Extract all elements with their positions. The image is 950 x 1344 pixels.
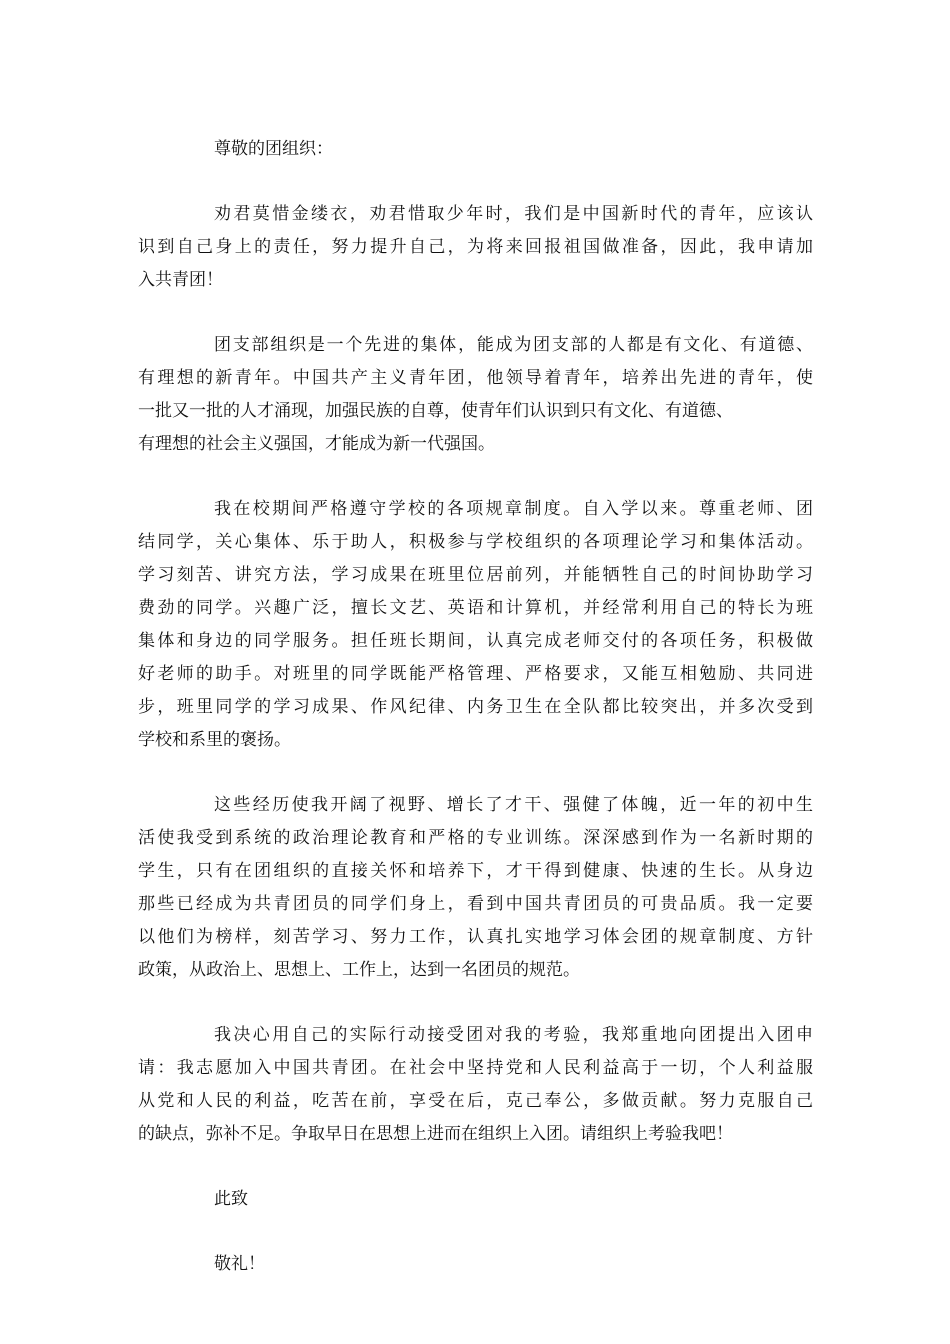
paragraph-gap — [138, 297, 813, 329]
paragraph-line: 学习刻苦、讲究方法，学习成果在班里位居前列，并能牺牲自己的时间协助学习 — [138, 565, 813, 585]
paragraph-line: 以他们为榜样，刻苦学习、努力工作，认真扎实地学习体会团的规章制度、方针 — [138, 927, 813, 947]
paragraph-4 — [138, 789, 813, 987]
paragraph-line: 那些已经成为共青团员的同学们身上，看到中国共青团员的可贵品质。我一定要 — [138, 894, 813, 914]
paragraph-5 — [138, 1019, 813, 1151]
paragraph-line: 好老师的助手。对班里的同学既能严格管理、严格要求，又能互相勉励、共同进 — [138, 664, 813, 684]
paragraph-line: 我在校期间严格遵守学校的各项规章制度。自入学以来。尊重老师、团 — [214, 499, 813, 519]
paragraph-line: 活使我受到系统的政治理论教育和严格的专业训练。深深感到作为一名新时期的 — [138, 828, 813, 848]
paragraph-3 — [138, 493, 813, 757]
paragraph-line: 从党和人民的利益，吃苦在前，享受在后，克己奉公，多做贡献。努力克服自己 — [138, 1091, 813, 1111]
paragraph-line: 学生，只有在团组织的直接关怀和培养下，才干得到健康、快速的生长。从身边 — [138, 861, 813, 881]
paragraph-2 — [138, 329, 813, 461]
paragraph-line: 识到自己身上的责任，努力提升自己，为将来回报祖国做准备，因此，我申请加 — [138, 237, 813, 257]
paragraph-line: 集体和身边的同学服务。担任班长期间，认真完成老师交付的各项任务，积极做 — [138, 631, 813, 651]
paragraph-gap — [138, 757, 813, 789]
regards: 敬礼！ — [214, 1254, 265, 1274]
paragraph-1 — [138, 198, 813, 297]
paragraph-line: 请：我志愿加入中国共青团。在社会中坚持党和人民利益高于一切，个人利益服 — [138, 1058, 813, 1078]
paragraph-gap — [138, 166, 813, 198]
paragraph-line: 政策，从政治上、思想上、工作上，达到一名团员的规范。 — [138, 960, 580, 980]
salutation: 尊敬的团组织： — [214, 139, 333, 159]
paragraph-gap — [138, 987, 813, 1019]
paragraph-line: 团支部组织是一个先进的集体，能成为团支部的人都是有文化、有道德、 — [214, 335, 813, 355]
paragraph-line: 劝君莫惜金缕衣，劝君惜取少年时，我们是中国新时代的青年，应该认 — [214, 204, 813, 224]
paragraph-line: 学校和系里的褒扬。 — [138, 730, 291, 750]
paragraph-gap — [138, 461, 813, 493]
paragraph-line: 一批又一批的人才涌现，加强民族的自尊，使青年们认识到只有文化、有道德、 — [138, 401, 733, 421]
paragraph-line: 步，班里同学的学习成果、作风纪律、内务卫生在全队都比较突出，并多次受到 — [138, 697, 813, 717]
paragraph-gap — [138, 1151, 813, 1183]
paragraph-line: 结同学，关心集体、乐于助人，积极参与学校组织的各项理论学习和集体活动。 — [138, 532, 813, 552]
paragraph-gap — [138, 1216, 813, 1248]
paragraph-line: 有理想的新青年。中国共产主义青年团，他领导着青年，培养出先进的青年，使 — [138, 368, 813, 388]
letter-body — [138, 133, 813, 1281]
paragraph-line: 有理想的社会主义强国，才能成为新一代强国。 — [138, 434, 495, 454]
paragraph-line: 入共青团！ — [138, 270, 223, 290]
paragraph-line: 费劲的同学。兴趣广泛，擅长文艺、英语和计算机，并经常利用自己的特长为班 — [138, 598, 813, 618]
paragraph-line: 这些经历使我开阔了视野、增长了才干、强健了体魄，近一年的初中生 — [214, 795, 813, 815]
paragraph-line: 我决心用自己的实际行动接受团对我的考验，我郑重地向团提出入团申 — [214, 1025, 813, 1045]
closing: 此致 — [214, 1189, 248, 1209]
paragraph-line: 的缺点，弥补不足。争取早日在思想上进而在组织上入团。请组织上考验我吧！ — [138, 1124, 733, 1144]
